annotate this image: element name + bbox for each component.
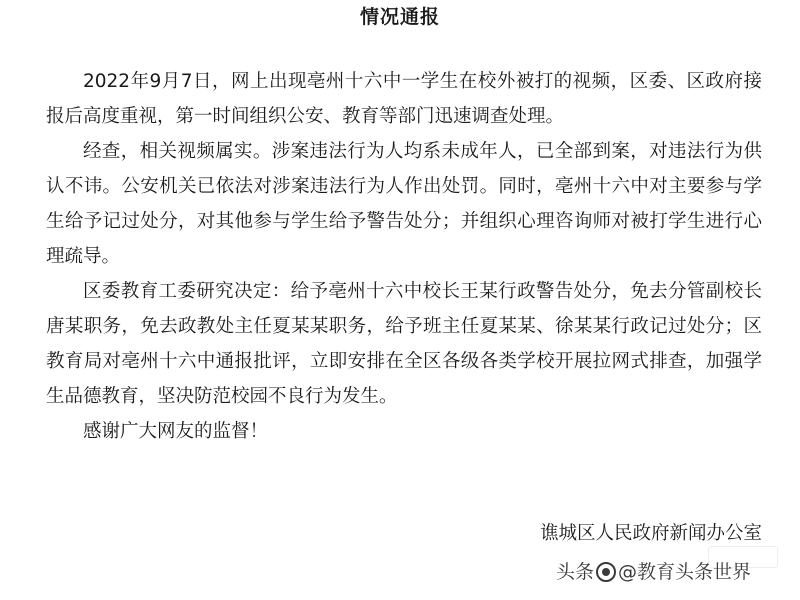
paragraph-decision: 区委教育工委研究决定：给予亳州十六中校长王某行政警告处分，免去分管副校长唐某职务，免去政教处主任夏某某职务，给予班主任夏某某、徐某某行政记过处分；区教育局对亳州十六中通报批评，立即安排在全区各级各类学校开展拉网式排查，加强学生品德教育，坚决防范校园不良行为发生。 — [46, 281, 762, 407]
paragraph-investigation: 经查，相关视频属实。涉案违法行为人均系未成年人，已全部到案，对违法行为供认不讳。公安机关已依法对涉案违法行为人作出处罚。同时，亳州十六中对主要参与学生给予记过处分，对其他参与学生给予警告处分；并组织心理咨询师对被打学生进行心理疏导。 — [46, 141, 762, 267]
notice-title: 情况通报 — [359, 6, 440, 28]
watermark-prefix: 头条 — [556, 561, 595, 583]
paragraph-incident: 2022年9月7日，网上出现亳州十六中一学生在校外被打的视频，区委、区政府接报后高度重视，第一时间组织公安、教育等部门迅速调查处理。 — [46, 71, 762, 127]
watermark-handle: @教育头条世界 — [618, 561, 752, 583]
paragraph-thanks: 感谢广大网友的监督！ — [83, 421, 269, 442]
toutiao-logo-icon — [596, 562, 616, 582]
watermark — [556, 558, 751, 586]
notice-signature: 谯城区人民政府新闻办公室 — [539, 523, 762, 544]
notice-body — [46, 64, 762, 449]
